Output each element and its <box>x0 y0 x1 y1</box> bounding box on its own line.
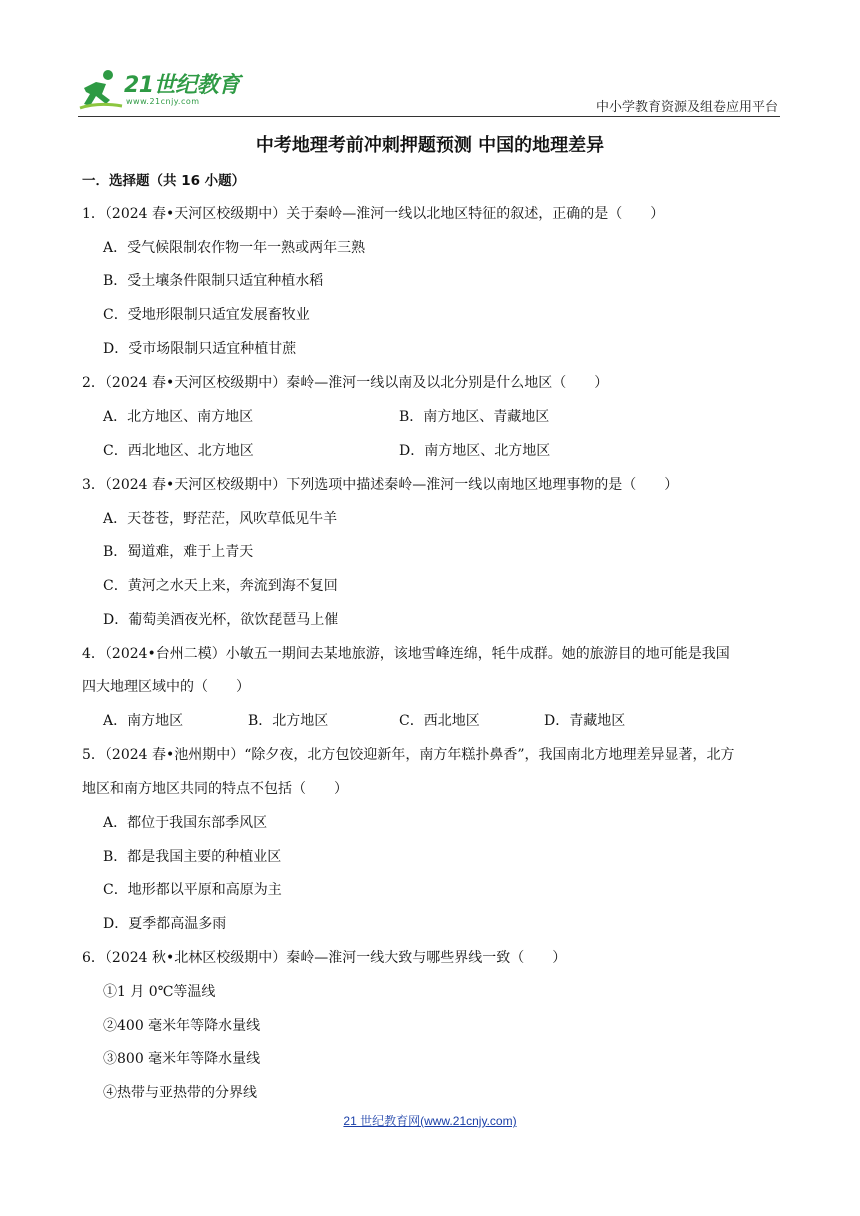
logo-url: www.21cnjy.com <box>126 97 200 106</box>
site-logo[interactable] <box>78 66 248 116</box>
question-stem: 6．（2024 秋•北林区校级期中）秦岭—淮河一线大致与哪些界线一致（ ） <box>82 950 567 966</box>
option-c[interactable]: C．黄河之水天上来，奔流到海不复回 <box>103 578 338 594</box>
option-d[interactable]: D．青藏地区 <box>544 713 626 729</box>
platform-name: 中小学教育资源及组卷应用平台 <box>595 100 778 115</box>
footer-link[interactable]: 21 世纪教育网(www.21cnjy.com) <box>343 1114 517 1128</box>
option-c[interactable]: C．受地形限制只适宜发展畜牧业 <box>103 307 310 323</box>
option-d[interactable]: D．夏季都高温多雨 <box>103 916 227 932</box>
statement-4: ④热带与亚热带的分界线 <box>103 1085 257 1101</box>
question-stem: 3．（2024 春•天河区校级期中）下列选项中描述秦岭—淮河一线以南地区地理事物的是（ ） <box>82 477 679 493</box>
header-divider <box>78 116 780 117</box>
option-a[interactable]: A．受气候限制农作物一年一熟或两年三熟 <box>103 240 366 256</box>
option-d[interactable]: D．受市场限制只适宜种植甘蔗 <box>103 341 297 357</box>
statement-1: ①1 月 0℃等温线 <box>103 984 216 1000</box>
option-b[interactable]: B．南方地区、青藏地区 <box>399 409 550 425</box>
section-heading: 一．选择题（共 16 小题） <box>82 173 246 189</box>
statement-2: ②400 毫米年等降水量线 <box>103 1018 261 1034</box>
option-b[interactable]: B．受土壤条件限制只适宜种植水稻 <box>103 273 324 289</box>
option-a[interactable]: A．北方地区、南方地区 <box>103 409 254 425</box>
page-title: 中考地理考前冲刺押题预测 中国的地理差异 <box>255 135 605 156</box>
question-stem: 4．（2024•台州二模）小敏五一期间去某地旅游，该地雪峰连绵，牦牛成群。她的旅游目的地可能是我国 <box>82 646 730 662</box>
option-b[interactable]: B．北方地区 <box>248 713 329 729</box>
option-a[interactable]: A．都位于我国东部季风区 <box>103 815 268 831</box>
option-d[interactable]: D．南方地区、北方地区 <box>399 443 551 459</box>
runner-icon <box>78 68 124 112</box>
question-stem: 1．（2024 春•天河区校级期中）关于秦岭—淮河一线以北地区特征的叙述，正确的是（ ） <box>82 206 665 222</box>
option-b[interactable]: B．都是我国主要的种植业区 <box>103 849 282 865</box>
question-stem-continued: 四大地理区域中的（ ） <box>82 679 250 695</box>
logo-text: 21世纪教育 <box>124 73 240 98</box>
page-header <box>78 66 780 118</box>
question-stem: 5．（2024 春•池州期中）“除夕夜，北方包饺迎新年，南方年糕扑鼻香”，我国南北方地理差异显著，北方 <box>82 747 735 763</box>
option-a[interactable]: A．南方地区 <box>103 713 184 729</box>
option-b[interactable]: B．蜀道难，难于上青天 <box>103 544 254 560</box>
option-a[interactable]: A．天苍苍，野茫茫，风吹草低见牛羊 <box>103 511 338 527</box>
question-stem: 2．（2024 春•天河区校级期中）秦岭—淮河一线以南及以北分别是什么地区（ ） <box>82 375 609 391</box>
option-c[interactable]: C．地形都以平原和高原为主 <box>103 882 282 898</box>
option-c[interactable]: C．西北地区、北方地区 <box>103 443 254 459</box>
option-c[interactable]: C．西北地区 <box>399 713 480 729</box>
option-d[interactable]: D．葡萄美酒夜光杯，欲饮琵琶马上催 <box>103 612 339 628</box>
statement-3: ③800 毫米年等降水量线 <box>103 1051 261 1067</box>
question-stem-continued: 地区和南方地区共同的特点不包括（ ） <box>82 781 348 797</box>
